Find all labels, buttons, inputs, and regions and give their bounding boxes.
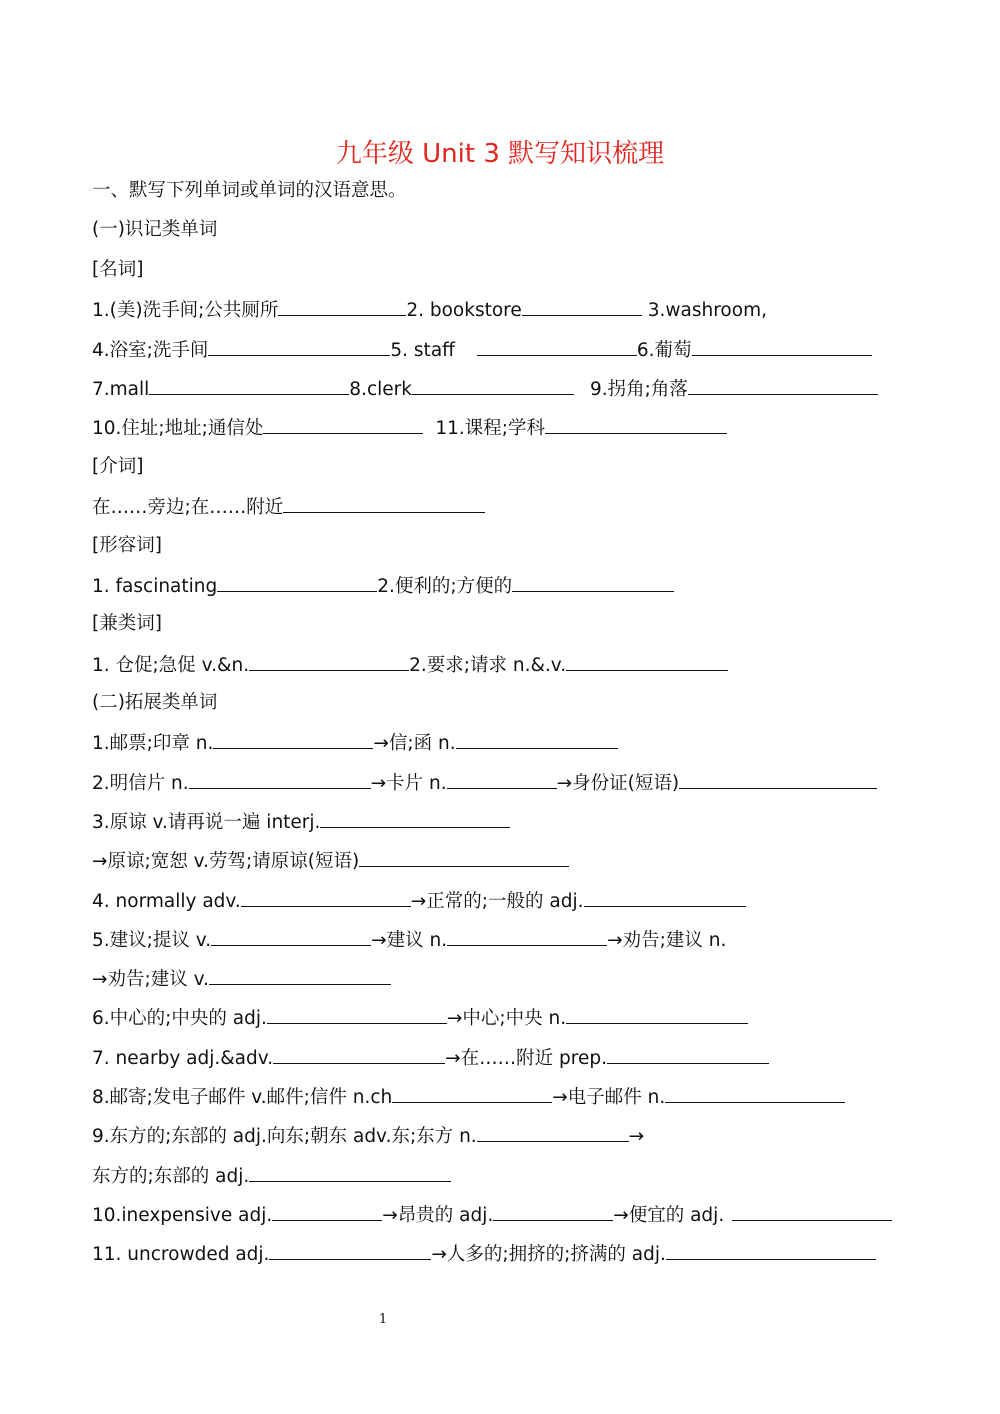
exercise-line	[92, 373, 878, 403]
answer-blank[interactable]	[412, 373, 574, 395]
instruction: 一、默写下列单词或单词的汉语意思。	[92, 180, 407, 201]
answer-blank[interactable]	[688, 373, 878, 395]
exercise-line	[92, 924, 726, 954]
answer-blank[interactable]	[522, 294, 642, 316]
answer-blank[interactable]	[493, 1199, 613, 1221]
section-heading: (一)识记类单词	[92, 219, 218, 240]
prompt-text: →昂贵的 adj.	[382, 1205, 494, 1226]
prompt-text: 11.课程;学科	[435, 418, 546, 439]
answer-blank[interactable]	[320, 806, 510, 828]
exercise-line	[92, 767, 877, 797]
exercise-line	[92, 1081, 845, 1111]
answer-blank[interactable]	[447, 924, 607, 946]
prompt-text: 3.原谅 v.请再说一遍 interj.	[92, 812, 321, 833]
exercise-line	[92, 1042, 769, 1072]
prompt-text: 1.(美)洗手间;公共厕所	[92, 300, 279, 321]
exercise-line	[92, 649, 728, 679]
category-heading: [形容词]	[92, 535, 162, 556]
prompt-text: →原谅;宽恕 v.劳驾;请原谅(短语)	[92, 851, 360, 872]
answer-blank[interactable]	[545, 412, 727, 434]
answer-blank[interactable]	[208, 334, 390, 356]
prompt-text: 3.washroom,	[647, 300, 767, 321]
prompt-text: 2.明信片 n.	[92, 773, 189, 794]
prompt-text: 10.住址;地址;通信处	[92, 418, 264, 439]
answer-blank[interactable]	[512, 570, 674, 592]
exercise-line	[92, 885, 746, 915]
answer-blank[interactable]	[211, 924, 371, 946]
prompt-text: 东方的;东部的 adj.	[92, 1166, 250, 1187]
prompt-text: 7. nearby adj.&adv.	[92, 1048, 274, 1069]
prompt-text: 2.要求;请求 n.&.v.	[409, 655, 567, 676]
exercise-line	[92, 334, 872, 364]
answer-blank[interactable]	[249, 649, 409, 671]
answer-blank[interactable]	[456, 727, 618, 749]
answer-blank[interactable]	[213, 727, 373, 749]
prompt-text: →中心;中央 n.	[446, 1008, 567, 1029]
category-heading: [介词]	[92, 456, 144, 477]
exercise-line	[92, 727, 618, 757]
prompt-text: →人多的;拥挤的;挤满的 adj.	[431, 1244, 666, 1265]
page-title: 九年级 Unit 3 默写知识梳理	[335, 139, 665, 169]
answer-blank[interactable]	[217, 570, 377, 592]
answer-blank[interactable]	[392, 1081, 552, 1103]
answer-blank[interactable]	[269, 1238, 431, 1260]
answer-blank[interactable]	[273, 1042, 445, 1064]
answer-blank[interactable]	[566, 649, 728, 671]
exercise-line	[92, 294, 767, 324]
category-heading: [名词]	[92, 259, 144, 280]
prompt-text: 9.拐角;角落	[589, 379, 688, 400]
answer-blank[interactable]	[359, 845, 569, 867]
prompt-text: 在……旁边;在……附近	[92, 497, 284, 518]
prompt-text: 2. bookstore	[406, 300, 522, 321]
prompt-text: →电子邮件 n.	[552, 1087, 666, 1108]
answer-blank[interactable]	[149, 373, 349, 395]
answer-blank[interactable]	[189, 767, 371, 789]
answer-blank[interactable]	[584, 885, 746, 907]
exercise-line	[92, 1160, 451, 1190]
answer-blank[interactable]	[267, 1002, 447, 1024]
prompt-text: →在……附近 prep.	[445, 1048, 607, 1069]
prompt-text: →	[628, 1126, 645, 1147]
answer-blank[interactable]	[692, 334, 872, 356]
prompt-text: 4. normally adv.	[92, 891, 241, 912]
answer-blank[interactable]	[566, 1002, 748, 1024]
prompt-text: 6.葡萄	[636, 340, 692, 361]
prompt-text: →劝告;建议 v.	[92, 969, 210, 990]
exercise-line	[92, 1002, 748, 1032]
prompt-text: 1. fascinating	[92, 576, 218, 597]
prompt-text: 11. uncrowded adj.	[92, 1244, 270, 1265]
section-heading: (二)拓展类单词	[92, 692, 218, 713]
prompt-text: 6.中心的;中央的 adj.	[92, 1008, 267, 1029]
prompt-text: 10.inexpensive adj.	[92, 1205, 273, 1226]
prompt-text: 9.东方的;东部的 adj.向东;朝东 adv.东;东方 n.	[92, 1126, 477, 1147]
exercise-line	[92, 806, 510, 836]
answer-blank[interactable]	[263, 412, 423, 434]
answer-blank[interactable]	[278, 294, 406, 316]
prompt-text: 5. staff	[390, 340, 455, 361]
exercise-line	[92, 570, 674, 600]
prompt-text: →卡片 n.	[370, 773, 447, 794]
exercise-line	[92, 845, 569, 875]
prompt-text: →劝告;建议 n.	[607, 930, 727, 951]
exercise-line	[92, 1199, 892, 1229]
prompt-text: 8.clerk	[349, 379, 412, 400]
prompt-text: →正常的;一般的 adj.	[410, 891, 584, 912]
prompt-text: →便宜的 adj.	[613, 1205, 725, 1226]
answer-blank[interactable]	[477, 1120, 629, 1142]
prompt-text: 4.浴室;洗手间	[92, 340, 209, 361]
answer-blank[interactable]	[272, 1199, 382, 1221]
exercise-line	[92, 1120, 644, 1150]
exercise-line	[92, 1238, 876, 1268]
answer-blank[interactable]	[209, 963, 391, 985]
exercise-line	[92, 491, 485, 521]
prompt-text: →建议 n.	[371, 930, 448, 951]
prompt-text: 2.便利的;方便的	[377, 576, 513, 597]
answer-blank[interactable]	[477, 334, 637, 356]
answer-blank[interactable]	[249, 1160, 451, 1182]
answer-blank[interactable]	[241, 885, 411, 907]
answer-blank[interactable]	[665, 1081, 845, 1103]
prompt-text: →信;函 n.	[373, 733, 456, 754]
answer-blank[interactable]	[607, 1042, 769, 1064]
prompt-text: 5.建议;提议 v.	[92, 930, 212, 951]
prompt-text: 1.邮票;印章 n.	[92, 733, 214, 754]
prompt-text: 1. 仓促;急促 v.&n.	[92, 655, 250, 676]
answer-blank[interactable]	[447, 767, 557, 789]
exercise-line	[92, 963, 391, 993]
exercise-line	[92, 412, 727, 442]
prompt-text: 7.mall	[92, 379, 150, 400]
answer-blank[interactable]	[732, 1199, 892, 1221]
category-heading: [兼类词]	[92, 613, 162, 634]
answer-blank[interactable]	[283, 491, 485, 513]
prompt-text: 8.邮寄;发电子邮件 v.邮件;信件 n.ch	[92, 1087, 393, 1108]
prompt-text: →身份证(短语)	[556, 773, 680, 794]
answer-blank[interactable]	[679, 767, 877, 789]
answer-blank[interactable]	[666, 1238, 876, 1260]
page-number: 1	[378, 1312, 388, 1327]
